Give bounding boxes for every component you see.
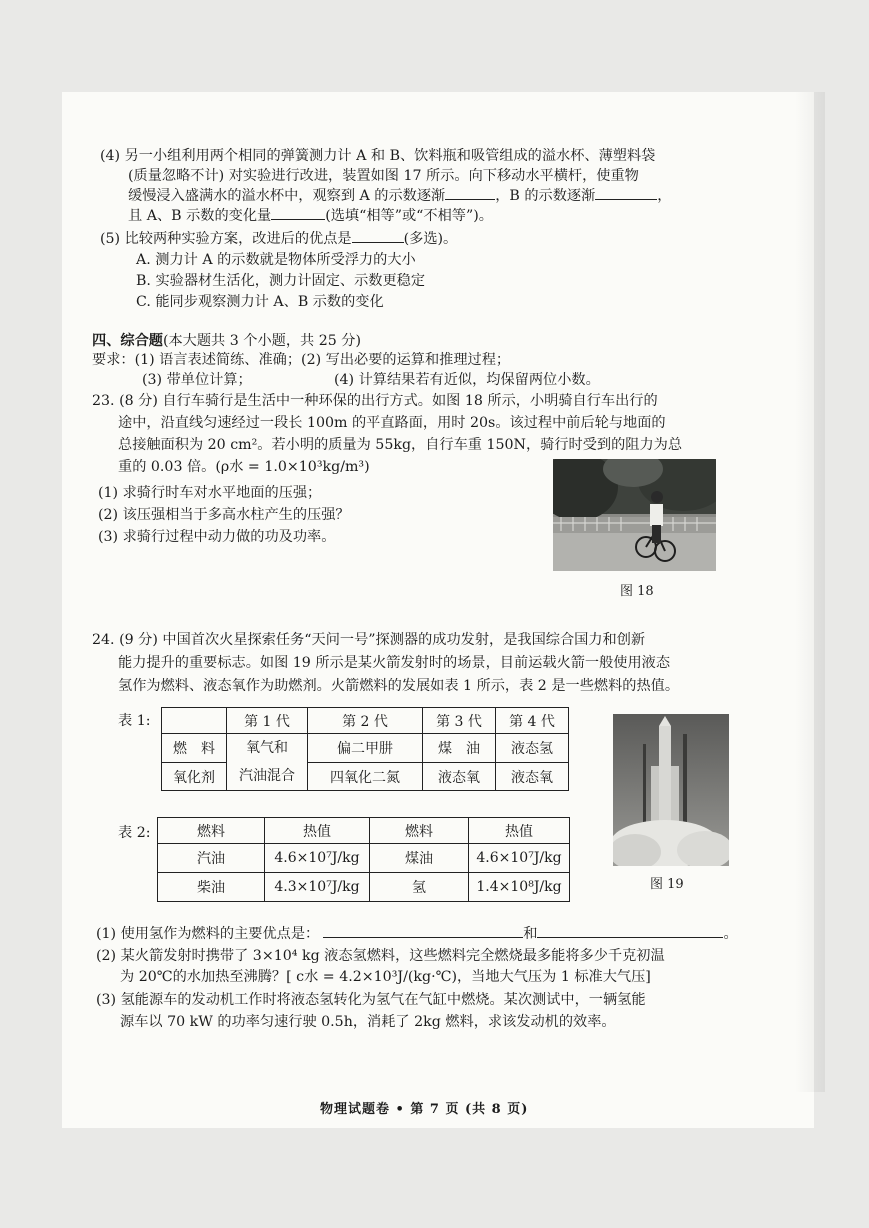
table1-gen1-line2: 汽油混合 xyxy=(239,768,295,784)
table1-cell: 液态氢 xyxy=(496,734,569,763)
q24-line3: 氢作为燃料、液态氧作为助燃剂。火箭燃料的发展如表 1 所示，表 2 是一些燃料的热值。 xyxy=(118,678,680,694)
q22-part4-line1: (4) 另一小组利用两个相同的弹簧测力计 A 和 B、饮料瓶和吸管组成的溢水杯、薄塑料袋 xyxy=(100,148,656,164)
table1-header-cell: 第 3 代 xyxy=(423,708,496,734)
section4-heading: 四、综合题(本大题共 3 个小题，共 25 分) xyxy=(92,333,362,349)
option-b: B. 实验器材生活化，测力计固定、示数更稳定 xyxy=(136,273,426,289)
q22-part4-line3: 缓慢浸入盛满水的溢水杯中，观察到 A 的示数逐渐 ，B 的示数逐渐 ， xyxy=(128,188,672,204)
table2-cell: 4.6×10⁷J/kg xyxy=(265,844,370,873)
option-c: C. 能同步观察测力计 A、B 示数的变化 xyxy=(136,294,384,310)
table1-cell: 偏二甲肼 xyxy=(308,734,423,763)
table2-header-cell: 燃料 xyxy=(158,818,265,844)
table1-cell: 四氧化二氮 xyxy=(308,763,423,791)
section4-requirements-1: 要求：(1) 语言表述简练、准确；(2) 写出必要的运算和推理过程； xyxy=(92,352,511,368)
section4-requirements-2a: (3) 带单位计算； xyxy=(142,372,252,388)
answer-blank-change[interactable] xyxy=(271,206,325,220)
table1-row-label: 燃 料 xyxy=(162,734,227,763)
table1-cell: 液态氧 xyxy=(496,763,569,791)
table1-gen1-merged-cell xyxy=(227,734,308,791)
table1-gen1-line1: 氧气和 xyxy=(246,740,288,756)
q23-line1: 23. (8 分) 自行车骑行是生活中一种环保的出行方式。如图 18 所示，小明骑自行车出行的 xyxy=(92,393,658,409)
figure-19-caption: 图 19 xyxy=(650,877,684,892)
answer-blank-a-trend[interactable] xyxy=(445,186,495,200)
table2-cell: 氢 xyxy=(370,873,469,902)
q23-sub2: (2) 该压强相当于多高水柱产生的压强？ xyxy=(98,507,350,523)
table1-row-label: 氧化剂 xyxy=(162,763,227,791)
page-fold-shadow xyxy=(795,92,825,1092)
table1-header-cell xyxy=(162,708,227,734)
table-1-fuel-generations xyxy=(161,707,569,791)
table1-header-cell: 第 2 代 xyxy=(308,708,423,734)
table-2-heat-values xyxy=(157,817,570,902)
answer-blank-advantage-1[interactable] xyxy=(323,924,523,938)
q24-sub3-line2: 源车以 70 kW 的功率匀速行驶 0.5h，消耗了 2kg 燃料，求该发动机的效率。 xyxy=(120,1014,616,1030)
table1-header-cell: 第 1 代 xyxy=(227,708,308,734)
q24-line2: 能力提升的重要标志。如图 19 所示是某火箭发射时的场景，目前运载火箭一般使用液态 xyxy=(118,655,671,671)
q24-line1: 24. (9 分) 中国首次火星探索任务“天问一号”探测器的成功发射，是我国综合国力和创新 xyxy=(92,632,646,648)
table1-header-cell: 第 4 代 xyxy=(496,708,569,734)
q24-sub2-line2: 为 20℃的水加热至沸腾？[ c水 = 4.2×10³J/(kg·℃)，当地大气压为 1 标准大气压] xyxy=(120,969,651,985)
q24-sub1: (1) 使用氢作为燃料的主要优点是： 和 。 xyxy=(96,926,738,942)
q22-part5: (5) 比较两种实验方案，改进后的优点是 (多选)。 xyxy=(100,231,458,247)
figure-18-cyclist-photo xyxy=(553,459,716,571)
q24-sub3-line1: (3) 氢能源车的发动机工作时将液态氢转化为氢气在气缸中燃烧。某次测试中，一辆氢能 xyxy=(96,992,646,1008)
table2-cell: 4.3×10⁷J/kg xyxy=(265,873,370,902)
table2-header-cell: 热值 xyxy=(469,818,570,844)
q22-part4-line2: (质量忽略不计) 对实验进行改进，装置如图 17 所示。向下移动水平横杆，使重物 xyxy=(128,168,639,184)
table2-cell: 煤油 xyxy=(370,844,469,873)
q23-line2: 途中，沿直线匀速经过一段长 100m 的平直路面，用时 20s。该过程中前后轮与地面的 xyxy=(118,415,666,431)
figure-19-rocket-launch-photo xyxy=(613,714,729,866)
table2-header-cell: 燃料 xyxy=(370,818,469,844)
answer-blank-b-trend[interactable] xyxy=(595,186,657,200)
table2-cell: 柴油 xyxy=(158,873,265,902)
q23-sub1: (1) 求骑行时车对水平地面的压强； xyxy=(98,485,322,501)
table1-cell: 液态氧 xyxy=(423,763,496,791)
figure-18-caption: 图 18 xyxy=(620,584,654,599)
table2-cell: 1.4×10⁸J/kg xyxy=(469,873,570,902)
q23-line3: 总接触面积为 20 cm²。若小明的质量为 55kg，自行车重 150N，骑行时受到的阻力为总 xyxy=(118,437,683,453)
q23-sub3: (3) 求骑行过程中动力做的功及功率。 xyxy=(98,529,336,545)
q24-sub2-line1: (2) 某火箭发射时携带了 3×10⁴ kg 液态氢燃料，这些燃料完全燃烧最多能将多少千克初温 xyxy=(96,948,665,964)
q22-part4-line4: 且 A、B 示数的变化量 (选填“相等”或“不相等”)。 xyxy=(128,208,493,224)
answer-blank-advantages[interactable] xyxy=(352,229,404,243)
page-footer: 物理试题卷 • 第 7 页 (共 8 页) xyxy=(320,1102,529,1117)
table2-cell: 4.6×10⁷J/kg xyxy=(469,844,570,873)
section4-requirements-2b: (4) 计算结果若有近似，均保留两位小数。 xyxy=(334,372,600,388)
table1-label: 表 1: xyxy=(118,713,151,729)
option-a: A. 测力计 A 的示数就是物体所受浮力的大小 xyxy=(136,252,416,268)
table2-header-cell: 热值 xyxy=(265,818,370,844)
answer-blank-advantage-2[interactable] xyxy=(537,924,723,938)
table1-cell: 煤 油 xyxy=(423,734,496,763)
table2-cell: 汽油 xyxy=(158,844,265,873)
table2-label: 表 2: xyxy=(118,825,151,841)
q23-line4: 重的 0.03 倍。(ρ水 = 1.0×10³kg/m³) xyxy=(118,459,370,475)
